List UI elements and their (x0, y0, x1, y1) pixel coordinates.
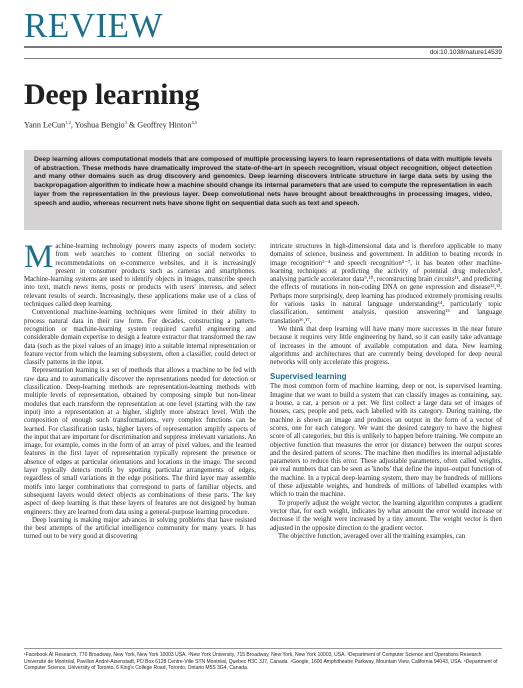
abstract-text: Deep learning allows computational models that are composed of multiple processing layers to learn representations of data with multiple levels of abstraction. These methods have dramatically improved the state-of-the-art in speech recognition, visual object recognition, object detection and many other domains such as drug discovery and genomics. Deep learning discovers intricate structure in large data sets by using the backpropagation algorithm to indicate how a machine should change its internal parameters that are used to compute the representation in each layer from the representation in the previous layer. Deep convolutional nets have brought about breakthroughs in processing images, video, speech and audio, whereas recurrent nets have shone light on sequential data such as text and speech. (34, 156, 492, 207)
header-rule-thin (24, 58, 502, 59)
abstract-box (24, 150, 502, 230)
author-name[interactable]: Geoffrey Hinton (137, 120, 192, 130)
body-paragraph: Deep learning is making major advances in solving problems that have resisted the best attempts of the artificial intelligence community for many years. It has turned out to be very good at discovering (24, 516, 256, 541)
author-name[interactable]: Yann LeCun (24, 120, 66, 130)
body-paragraph: intricate structures in high-dimensional data and is therefore applicable to many domains of science, business and government. In addition to beating records in image recognition¹⁻⁴ and speech recognition⁵⁻⁷, it has beaten other machine-learning techniques at predicting the activity of potential drug molecules⁸, analysing particle accelerator data⁹,¹⁰, reconstructing brain circuits¹¹, and predicting the effects of mutations in non-coding DNA on gene expression and disease¹²,¹³. Perhaps more surprisingly, deep learning has produced extremely promising results for various tasks in natural language understanding¹⁴, particularly topic classification, sentiment analysis, question answering¹⁵ and language translation¹⁶,¹⁷. (270, 243, 502, 325)
body-column-left (24, 239, 256, 542)
body-paragraph: Conventional machine-learning techniques were limited in their ability to process natural data in their raw form. For decades, constructing a pattern-recognition or machine-learning system required careful engineering and considerable domain expertise to design a feature extractor that transformed the raw data (such as the pixel values of an image) into a suitable internal representation or feature vector from which the learning subsystem, often a classifier, could detect or classify patterns in the input. (24, 309, 256, 367)
footnote-rule (24, 648, 502, 649)
author-name[interactable]: Yoshua Bengio (74, 120, 125, 130)
section-heading: Supervised learning (270, 372, 347, 382)
body-paragraph: The most common form of machine learning, deep or not, is supervised learning. Imagine that we want to build a system that can classify images as containing, say, a house, a car, a person or a pet. We first collect a large data set of images of houses, cars, people and pets, each labelled with its category. During training, the machine is shown an image and produces an output in the form of a vector of scores, one for each category. We want the desired category to have the highest score of all categories, but this is unlikely to happen before training. We compute an objective function that measures the error (or distance) between the output scores and the desired pattern of scores. The machine then modifies its internal adjustable parameters to reduce this error. These adjustable parameters, often called weights, are real numbers that can be seen as 'knobs' that define the input–output function of the machine. In a typical deep-learning system, there may be hundreds of millions of these adjustable weights, and hundreds of millions of labelled examples with which to train the machine. (270, 383, 502, 499)
author-list: Yann LeCun$^{1,2}$, Yoshua Bengio$^3$ & Geoffrey Hinton$^{4,5}$ (24, 120, 198, 130)
body-paragraph: The objective function, averaged over all the training examples, can (278, 532, 466, 540)
body-paragraph: We think that deep learning will have many more successes in the near future because it requires very little engineering by hand, so it can easily take advantage of increases in the amount of available computation and data. New learning algorithms and architectures that are currently being developed for deep neural networks will only accelerate this progress. (270, 325, 502, 367)
author-affiliation: 3 (124, 120, 127, 125)
body-paragraph: Machine-learning technology powers many aspects of modern society: from web searches to content filtering on social networks to recommendations on e-commerce websites, and it is increasingly present in consumer products such as cameras and smartphones. Machine-learning systems are used to identify objects in images, transcribe speech into text, match news items, posts or products with users' interests, and select relevant results of search. Increasingly, these applications make use of a class of techniques called deep learning. (24, 239, 256, 309)
body-paragraph: Representation learning is a set of methods that allows a machine to be fed with raw data and to automatically discover the representations needed for detection or classification. Deep-learning methods are representation-learning methods with multiple levels of representation, obtained by composing simple but non-linear modules that each transform the representation at one level (starting with the raw input) into a representation at a higher, slightly more abstract level. With the composition of enough such transformations, very complex functions can be learned. For classification tasks, higher layers of representation amplify aspects of the input that are important for discrimination and suppress irrelevant variations. An image, for example, comes in the form of an array of pixel values, and the learned features in the first layer of representation typically represent the presence or absence of edges at particular orientations and locations in the image. The second layer typically detects motifs by spotting particular arrangements of edges, regardless of small variations in the edge positions. The third layer may assemble motifs into larger combinations that correspond to parts of familiar objects, and subsequent layers would detect objects as combinations of these parts. The key aspect of deep learning is that these layers of features are not designed by human engineers: they are learned from data using a general-purpose learning procedure. (24, 367, 256, 516)
section-label: REVIEW (24, 6, 164, 45)
author-affiliation: 4,5 (191, 120, 198, 125)
author-affiliation: 1,2 (65, 120, 71, 125)
doi[interactable]: doi:10.1038/nature14539 (429, 49, 502, 56)
header-rule (24, 46, 502, 48)
body-column-right (270, 243, 502, 541)
affiliations-footnote: ¹Facebook AI Research, 770 Broadway, New York, New York 10003 USA. ²New York University, 715 Broadway, New York, New York 10003, USA. ³Department of Computer Science and Operations Research Université de Montréal, Pavillon André-Aisenstadt, PO Box 6128 Centre-Ville STN Montréal, Quebec H3C 3J7, Canada. ⁴Google, 1600 Amphitheatre Parkway, Mountain View, California 94043, USA. ⁵Department of Computer Science, University of Toronto, 6 King's College Road, Toronto, Ontario M5S 3G4, Canada. (24, 652, 498, 671)
article-title: Deep learning (24, 78, 200, 111)
drop-cap: M (24, 239, 54, 275)
body-paragraph: To properly adjust the weight vector, the learning algorithm computes a gradient vector that, for each weight, indicates by what amount the error would increase or decrease if the weight were increased by a tiny amount. The weight vector is then adjusted in the opposite direction to the gradient vector. (270, 499, 502, 532)
